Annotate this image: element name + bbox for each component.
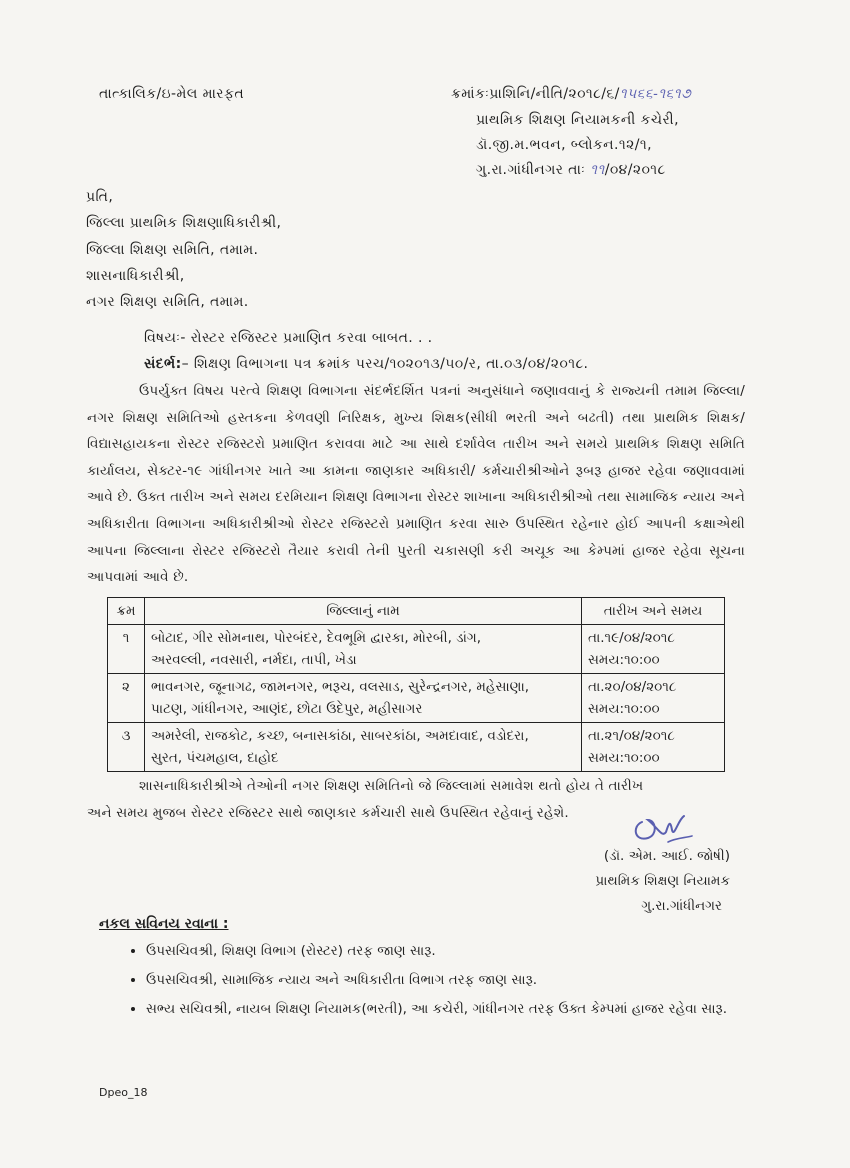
- note-line: શાસનાધિકારીશ્રીએ તેઓની નગર શિક્ષણ સમિતિનો જે જિલ્લામાં સમાવેશ થતો હોય તે તારીખ: [139, 778, 644, 794]
- row-time: સમય:૧૦:૦૦: [588, 750, 660, 766]
- body-paragraph: ઉપર્યુક્ત વિષય પરત્વે શિક્ષણ વિભાગના સંદર્ભદર્શિત પત્રનાં અનુસંધાને જણાવવાનું કે રાજ્યની તમામ જિલ્લા/નગર શિક્ષણ સમિતિઓ હસ્તકના કેળવણી નિરિક્ષક, મુખ્ય શિક્ષક(સીધી ભરતી અને બઢતી) તથા પ્રાથમિક શિક્ષક/વિદ્યાસહાયકના રોસ્ટર રજિસ્ટરો પ્રમાણિત કરાવવા માટે આ સાથે દર્શાવેલ તારીખ અને સમયે પ્રાથમિક શિક્ષણ સમિતિ કાર્યાલય, સેક્ટર-૧૯ ગાંધીનગર ખાતે આ કામના જાણકાર અધિકારી/ કર્મચારીશ્રીઓને રૂબરૂ હાજર રહેવા જણાવવામાં આવે છે. ઉક્ત તારીખ અને સમય દરમિયાન શિક્ષણ વિભાગના રોસ્ટર શાખાના અધિકારીશ્રીઓ તથા સામાજિક ન્યાય અને અધિકારીતા વિભાગના અધિકારીશ્રીઓ રોસ્ટર રજિસ્ટરો પ્રમાણિત કરવા સારુ ઉપસ્થિત રહેનાર હોઈ આપની કક્ષાએથી આપના જિલ્લાના રોસ્ટર રજિસ્ટરો તૈયાર કરાવી તેની પુરતી ચકાસણી કરી અચૂક આ કેમ્પમાં હાજર રહેવા સૂચના આપવામાં આવે છે.: [87, 383, 745, 586]
- row-date: તા.૧૯/૦૪/૨૦૧૮: [588, 630, 675, 646]
- recipient-line: શાસનાધિકારીશ્રી,: [86, 268, 185, 284]
- row-date-time: [582, 723, 725, 772]
- recipient-to: પ્રતિ,: [86, 189, 114, 205]
- recipient-line: જિલ્લા શિક્ષણ સમિતિ, તમામ.: [86, 242, 259, 258]
- subject-text: રોસ્ટર રજિસ્ટર પ્રમાણિત કરવા બાબત. . .: [190, 330, 433, 346]
- table-header-row: [108, 598, 725, 625]
- copies-title: નકલ સવિનય રવાના :: [99, 916, 229, 932]
- subject-label: વિષયઃ-: [144, 330, 186, 346]
- table-row: [108, 625, 725, 674]
- recipient-line: જિલ્લા પ્રાથમિક શિક્ષણાધિકારીશ્રી,: [86, 215, 282, 231]
- body-section: [87, 378, 745, 591]
- date-suffix: /૦૪/૨૦૧૮: [604, 162, 666, 178]
- row-time: સમય:૧૦:૦૦: [588, 701, 660, 717]
- date-handwritten-day: ૧૧: [590, 162, 605, 178]
- reference-line: [144, 356, 588, 372]
- reference-number-handwritten: ૧૫૬૬-૧૬૧૭: [619, 86, 692, 102]
- row-districts: [145, 723, 582, 772]
- list-item: • ઉપસચિવશ્રી, શિક્ષણ વિભાગ (રોસ્ટર) તરફ જાણ સારૂ.: [146, 938, 776, 965]
- row-serial: ૧: [108, 625, 145, 674]
- row-date: તા.૨૦/૦૪/૨૦૧૮: [588, 679, 677, 695]
- signatory-place: ગુ.રા.ગાંધીનગર: [641, 898, 722, 914]
- reference-text: – શિક્ષણ વિભાગના પત્ર ક્રમાંક પરચ/૧૦૨૦૧૩/૫૦/ર, તા.૦૩/૦૪/૨૦૧૮.: [181, 356, 589, 372]
- reference-number: [451, 86, 691, 102]
- header-serial: ક્રમ: [108, 598, 145, 625]
- list-item: • ઉપસચિવશ્રી, સામાજિક ન્યાય અને અધિકારીતા વિભાગ તરફ જાણ સારૂ.: [146, 967, 776, 994]
- districts-line: બોટાદ, ગીર સોમનાથ, પોરબંદર, દેવભૂમિ દ્વારકા, મોરબી, ડાંગ,: [151, 630, 482, 646]
- districts-line: પાટણ, ગાંધીનગર, આણંદ, છોટા ઉદેપુર, મહીસાગર: [151, 701, 423, 717]
- office-name: પ્રાથમિક શિક્ષણ નિયામકની કચેરી,: [476, 112, 679, 128]
- reference-number-printed: ક્રમાંકઃપ્રાશિનિ/નીતિ/૨૦૧૮/૬/: [451, 86, 620, 102]
- letter-date: [476, 162, 666, 178]
- handwritten-signature: [628, 808, 698, 850]
- row-date-time: [582, 625, 725, 674]
- list-item: • સભ્ય સચિવશ્રી, નાયબ શિક્ષણ નિયામક(ભરતી), આ કચેરી, ગાંધીનગર તરફ ઉક્ત કેમ્પમાં હાજર રહેવા સારૂ.: [146, 996, 776, 1023]
- note-line: અને સમય મુજબ રોસ્ટર રજિસ્ટર સાથે જાણકાર કર્મચારી સાથે ઉપસ્થિત રહેવાનું રહેશે.: [87, 805, 569, 821]
- document-code: Dpeo_18: [99, 1086, 148, 1099]
- recipient-line: નગર શિક્ષણ સમિતિ, તમામ.: [86, 294, 249, 310]
- header-date-time: તારીખ અને સમય: [582, 598, 725, 625]
- row-date: તા.૨૧/૦૪/૨૦૧૮: [588, 728, 675, 744]
- header-district: જિલ્લાનું નામ: [145, 598, 582, 625]
- districts-line: અરવલ્લી, નવસારી, નર્મદા, તાપી, ખેડા: [151, 652, 357, 668]
- row-districts: [145, 674, 582, 723]
- table-row: [108, 723, 725, 772]
- schedule-table: [107, 597, 725, 772]
- subject-line: [144, 330, 433, 346]
- copies-list: [120, 938, 776, 1025]
- delivery-mode: તાત્કાલિક/ઇ-મેલ મારફત: [99, 86, 245, 102]
- districts-line: ભાવનગર, જૂનાગઢ, જામનગર, ભરૂચ, વલસાડ, સુરેન્દ્રનગર, મહેસાણા,: [151, 679, 530, 695]
- row-time: સમય:૧૦:૦૦: [588, 652, 660, 668]
- districts-line: અમરેલી, રાજકોટ, કચ્છ, બનાસકાંઠા, સાબરકાંઠા, અમદાવાદ, વડોદરા,: [151, 728, 529, 744]
- districts-line: સુરત, પંચમહાલ, દાહોદ: [151, 750, 279, 766]
- date-prefix: ગુ.રા.ગાંધીનગર તાઃ: [476, 162, 586, 178]
- signatory-name: (ડૉ. એમ. આઈ. જોષી): [603, 848, 730, 864]
- reference-label: સંદર્ભ:: [144, 356, 182, 372]
- row-serial: ૩: [108, 723, 145, 772]
- office-address: ડૉ.જી.મ.ભવન, બ્લોકન.૧૨/૧,: [476, 137, 652, 153]
- row-date-time: [582, 674, 725, 723]
- table-row: [108, 674, 725, 723]
- row-serial: ૨: [108, 674, 145, 723]
- row-districts: [145, 625, 582, 674]
- signatory-designation: પ્રાથમિક શિક્ષણ નિયામક: [595, 873, 730, 889]
